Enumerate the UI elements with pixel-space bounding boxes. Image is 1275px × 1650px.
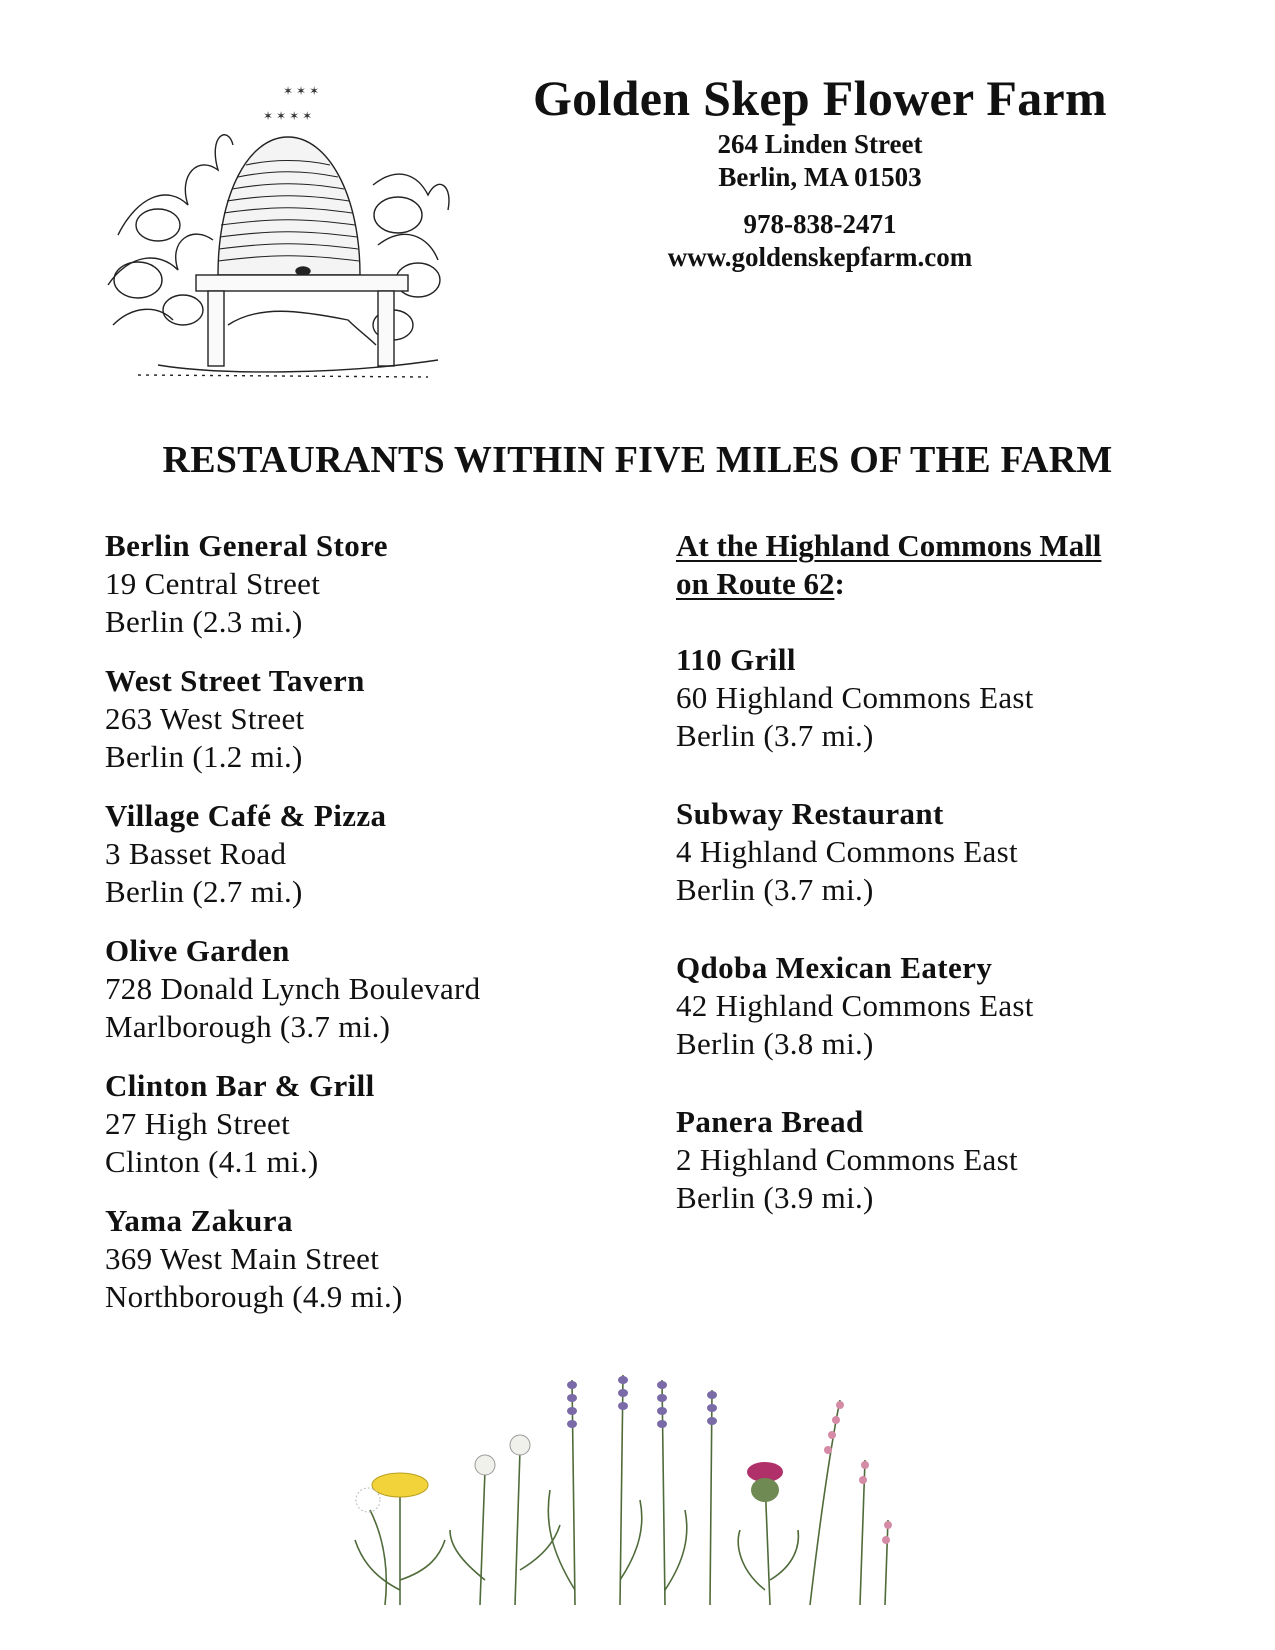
farm-city-state-zip: Berlin, MA 01503 xyxy=(718,161,922,192)
mall-heading-line2: on Route 62 xyxy=(676,566,835,601)
right-restaurant-list xyxy=(676,527,1236,1257)
restaurant-entry xyxy=(105,1067,645,1181)
restaurant-town-distance: Marlborough (3.7 mi.) xyxy=(105,1009,391,1044)
beehive-illustration xyxy=(98,75,460,410)
restaurant-address: 263 West Street xyxy=(105,701,305,736)
restaurant-town-distance: Berlin (3.8 mi.) xyxy=(676,1026,874,1061)
restaurant-address: 42 Highland Commons East xyxy=(676,988,1034,1023)
wildflowers-illustration xyxy=(340,1360,960,1610)
restaurant-name: Berlin General Store xyxy=(105,528,388,563)
restaurant-address: 4 Highland Commons East xyxy=(676,834,1018,869)
mall-heading xyxy=(676,527,1236,603)
restaurant-entry xyxy=(105,932,645,1046)
restaurant-town-distance: Berlin (3.7 mi.) xyxy=(676,718,874,753)
farm-name: Golden Skep Flower Farm xyxy=(532,70,1107,126)
restaurant-address: 27 High Street xyxy=(105,1106,291,1141)
restaurant-name: Panera Bread xyxy=(676,1104,864,1139)
mall-heading-colon: : xyxy=(834,566,845,601)
restaurant-name: Olive Garden xyxy=(105,933,290,968)
restaurant-town-distance: Clinton (4.1 mi.) xyxy=(105,1144,319,1179)
restaurant-name: Village Café & Pizza xyxy=(105,798,387,833)
restaurant-address: 728 Donald Lynch Boulevard xyxy=(105,971,481,1006)
svg-text:✶ ✶ ✶ ✶: ✶ ✶ ✶ ✶ xyxy=(263,109,313,123)
mall-heading-line1: At the Highland Commons Mall xyxy=(676,528,1102,563)
restaurant-town-distance: Berlin (3.9 mi.) xyxy=(676,1180,874,1215)
restaurant-town-distance: Berlin (3.7 mi.) xyxy=(676,872,874,907)
left-restaurant-list xyxy=(105,527,645,1337)
restaurant-entry xyxy=(676,949,1236,1063)
farm-phone: 978-838-2471 xyxy=(743,208,897,239)
restaurant-name: Subway Restaurant xyxy=(676,796,944,831)
farm-header xyxy=(520,70,1120,274)
restaurant-entry xyxy=(676,641,1236,755)
restaurant-address: 3 Basset Road xyxy=(105,836,287,871)
farm-street: 264 Linden Street xyxy=(717,128,923,159)
restaurant-town-distance: Berlin (2.7 mi.) xyxy=(105,874,303,909)
restaurant-name: Clinton Bar & Grill xyxy=(105,1068,375,1103)
svg-text:✶ ✶ ✶: ✶ ✶ ✶ xyxy=(283,84,320,98)
restaurant-name: Qdoba Mexican Eatery xyxy=(676,950,993,985)
bees-icon xyxy=(263,84,319,123)
restaurant-town-distance: Berlin (1.2 mi.) xyxy=(105,739,303,774)
restaurant-name: West Street Tavern xyxy=(105,663,365,698)
page-heading: RESTAURANTS WITHIN FIVE MILES OF THE FARM xyxy=(162,439,1113,481)
restaurant-address: 60 Highland Commons East xyxy=(676,680,1034,715)
restaurant-town-distance: Northborough (4.9 mi.) xyxy=(105,1279,403,1314)
restaurant-entry xyxy=(105,797,645,911)
restaurant-entry xyxy=(105,527,645,641)
restaurant-entry xyxy=(676,1103,1236,1217)
restaurant-address: 19 Central Street xyxy=(105,566,321,601)
restaurant-address: 369 West Main Street xyxy=(105,1241,380,1276)
restaurant-name: Yama Zakura xyxy=(105,1203,293,1238)
restaurant-entry xyxy=(105,1202,645,1316)
restaurant-entry xyxy=(105,662,645,776)
restaurant-entry xyxy=(676,795,1236,909)
restaurant-address: 2 Highland Commons East xyxy=(676,1142,1018,1177)
restaurant-name: 110 Grill xyxy=(676,642,796,677)
farm-website: www.goldenskepfarm.com xyxy=(667,241,973,272)
restaurant-town-distance: Berlin (2.3 mi.) xyxy=(105,604,303,639)
